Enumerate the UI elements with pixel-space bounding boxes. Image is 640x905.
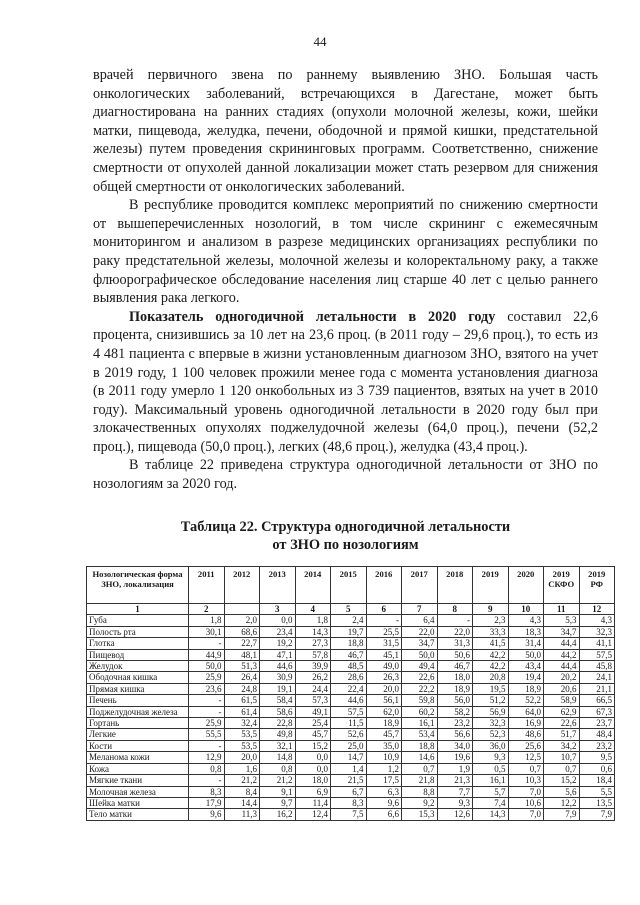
- table-row: [87, 626, 615, 637]
- column-header: 2017: [402, 567, 438, 604]
- value-cell: 14,4: [224, 797, 260, 808]
- value-cell: 9,1: [260, 786, 296, 797]
- value-cell: 1,8: [189, 615, 225, 626]
- value-cell: 23,2: [437, 718, 473, 729]
- value-cell: 41,5: [473, 638, 509, 649]
- value-cell: 1,9: [437, 763, 473, 774]
- value-cell: 67,3: [579, 706, 615, 717]
- value-cell: 45,7: [366, 729, 402, 740]
- value-cell: 56,9: [473, 706, 509, 717]
- localization-cell: Кожа: [87, 763, 189, 774]
- value-cell: 18,8: [331, 638, 367, 649]
- value-cell: 18,9: [437, 683, 473, 694]
- table-row: [87, 786, 615, 797]
- value-cell: 19,2: [260, 638, 296, 649]
- table-row: [87, 809, 615, 820]
- localization-cell: Полость рта: [87, 626, 189, 637]
- value-cell: 16,1: [473, 775, 509, 786]
- value-cell: 27,3: [295, 638, 331, 649]
- table-body: [87, 604, 615, 821]
- value-cell: 49,8: [260, 729, 296, 740]
- value-cell: 14,8: [260, 752, 296, 763]
- index-cell: 9: [473, 604, 509, 615]
- value-cell: 25,5: [366, 626, 402, 637]
- value-cell: 11,5: [331, 718, 367, 729]
- value-cell: 44,4: [544, 638, 580, 649]
- value-cell: 14,3: [473, 809, 509, 820]
- value-cell: 13,5: [579, 797, 615, 808]
- value-cell: 1,8: [295, 615, 331, 626]
- value-cell: 0,0: [295, 763, 331, 774]
- value-cell: 45,1: [366, 649, 402, 660]
- value-cell: 9,3: [437, 797, 473, 808]
- value-cell: 14,7: [331, 752, 367, 763]
- table-row: [87, 695, 615, 706]
- value-cell: 48,4: [579, 729, 615, 740]
- value-cell: 12,9: [189, 752, 225, 763]
- mortality-indicator-heading: Показатель одногодичной летальности в 2020 году: [129, 308, 496, 325]
- value-cell: -: [189, 695, 225, 706]
- localization-cell: Кости: [87, 740, 189, 751]
- value-cell: 66,5: [579, 695, 615, 706]
- index-cell: [224, 604, 260, 615]
- value-cell: 44,6: [331, 695, 367, 706]
- value-cell: 0,0: [260, 615, 296, 626]
- table-index-row: [87, 604, 615, 615]
- value-cell: 16,9: [508, 718, 544, 729]
- value-cell: 0,7: [544, 763, 580, 774]
- value-cell: 22,2: [402, 683, 438, 694]
- value-cell: 9,5: [579, 752, 615, 763]
- value-cell: 57,5: [579, 649, 615, 660]
- value-cell: 57,5: [331, 706, 367, 717]
- value-cell: 10,9: [366, 752, 402, 763]
- value-cell: 7,7: [437, 786, 473, 797]
- value-cell: 8,8: [402, 786, 438, 797]
- paragraph-3: [93, 308, 598, 457]
- value-cell: 4,3: [579, 615, 615, 626]
- value-cell: 6,7: [331, 786, 367, 797]
- table-row: [87, 775, 615, 786]
- index-cell: 1: [87, 604, 189, 615]
- value-cell: 59,8: [402, 695, 438, 706]
- value-cell: 16,2: [260, 809, 296, 820]
- table-row: [87, 638, 615, 649]
- value-cell: 23,4: [260, 626, 296, 637]
- value-cell: 2,4: [331, 615, 367, 626]
- value-cell: 1,2: [366, 763, 402, 774]
- value-cell: -: [189, 706, 225, 717]
- value-cell: 32,4: [224, 718, 260, 729]
- value-cell: 34,7: [544, 626, 580, 637]
- value-cell: 56,0: [437, 695, 473, 706]
- value-cell: 30,9: [260, 672, 296, 683]
- table-title-line-1: Таблица 22. Структура одногодичной летальности: [180, 519, 511, 535]
- value-cell: 58,9: [544, 695, 580, 706]
- value-cell: 23,2: [579, 740, 615, 751]
- value-cell: 2,0: [224, 615, 260, 626]
- value-cell: 19,5: [473, 683, 509, 694]
- index-cell: 3: [260, 604, 296, 615]
- value-cell: 26,3: [366, 672, 402, 683]
- localization-cell: Тело матки: [87, 809, 189, 820]
- value-cell: 58,2: [437, 706, 473, 717]
- value-cell: 26,2: [295, 672, 331, 683]
- value-cell: 47,1: [260, 649, 296, 660]
- value-cell: 6,3: [366, 786, 402, 797]
- paragraph-2: В республике проводится комплекс мероприятий по снижению смертности от вышеперечисленных нозологий, в том числе скрининг с ежемесячным мониторингом и анализом в разрезе медицинских организациях республики по раку предстательной железы, молочной железы и колоректальному раку, а также флюорографическое обследование населения лиц старше 40 лет с целью раннего выявления рака легкого.: [93, 197, 598, 307]
- value-cell: 20,8: [473, 672, 509, 683]
- value-cell: 5,7: [473, 786, 509, 797]
- value-cell: 12,6: [437, 809, 473, 820]
- value-cell: 18,8: [402, 740, 438, 751]
- value-cell: 12,5: [508, 752, 544, 763]
- index-cell: 8: [437, 604, 473, 615]
- localization-cell: Мягкие ткани: [87, 775, 189, 786]
- value-cell: 25,6: [508, 740, 544, 751]
- value-cell: 44,2: [544, 649, 580, 660]
- column-header: 2014: [295, 567, 331, 604]
- localization-cell: Губа: [87, 615, 189, 626]
- value-cell: 42,2: [473, 649, 509, 660]
- value-cell: 50,6: [437, 649, 473, 660]
- value-cell: 49,4: [402, 661, 438, 672]
- value-cell: 11,3: [224, 809, 260, 820]
- value-cell: -: [366, 615, 402, 626]
- value-cell: 50,0: [189, 661, 225, 672]
- value-cell: 22,7: [224, 638, 260, 649]
- value-cell: 42,2: [473, 661, 509, 672]
- value-cell: 10,7: [544, 752, 580, 763]
- value-cell: 11,4: [295, 797, 331, 808]
- value-cell: 50,0: [508, 649, 544, 660]
- value-cell: 20,2: [544, 672, 580, 683]
- value-cell: 12,2: [544, 797, 580, 808]
- value-cell: 25,9: [189, 672, 225, 683]
- value-cell: 21,8: [402, 775, 438, 786]
- value-cell: 51,7: [544, 729, 580, 740]
- value-cell: 60,2: [402, 706, 438, 717]
- table-row: [87, 615, 615, 626]
- value-cell: 14,3: [295, 626, 331, 637]
- value-cell: 22,0: [402, 626, 438, 637]
- value-cell: 18,9: [366, 718, 402, 729]
- value-cell: 31,4: [508, 638, 544, 649]
- value-cell: 10,3: [508, 775, 544, 786]
- value-cell: 25,4: [295, 718, 331, 729]
- index-cell: 10: [508, 604, 544, 615]
- value-cell: 9,3: [473, 752, 509, 763]
- value-cell: 21,1: [579, 683, 615, 694]
- value-cell: 22,8: [260, 718, 296, 729]
- value-cell: 45,8: [579, 661, 615, 672]
- value-cell: 5,5: [579, 786, 615, 797]
- value-cell: 32,3: [579, 626, 615, 637]
- table-row: [87, 740, 615, 751]
- value-cell: 0,7: [402, 763, 438, 774]
- localization-cell: Прямая кишка: [87, 683, 189, 694]
- value-cell: 20,0: [224, 752, 260, 763]
- value-cell: 32,1: [260, 740, 296, 751]
- table-row: [87, 706, 615, 717]
- localization-cell: Шейка матки: [87, 797, 189, 808]
- value-cell: 21,3: [437, 775, 473, 786]
- value-cell: 61,5: [224, 695, 260, 706]
- value-cell: 22,0: [437, 626, 473, 637]
- table-row: [87, 672, 615, 683]
- value-cell: -: [189, 775, 225, 786]
- value-cell: 52,3: [473, 729, 509, 740]
- value-cell: 25,0: [331, 740, 367, 751]
- column-header: 2015: [331, 567, 367, 604]
- value-cell: 4,3: [508, 615, 544, 626]
- value-cell: 10,6: [508, 797, 544, 808]
- index-cell: 12: [579, 604, 615, 615]
- value-cell: 21,5: [331, 775, 367, 786]
- value-cell: 39,9: [295, 661, 331, 672]
- table-row: [87, 649, 615, 660]
- value-cell: 57,8: [295, 649, 331, 660]
- index-cell: 7: [402, 604, 438, 615]
- value-cell: 50,0: [402, 649, 438, 660]
- value-cell: 31,3: [437, 638, 473, 649]
- value-cell: 6,6: [366, 809, 402, 820]
- value-cell: 68,6: [224, 626, 260, 637]
- value-cell: 51,3: [224, 661, 260, 672]
- localization-cell: Ободочная кишка: [87, 672, 189, 683]
- value-cell: 44,6: [260, 661, 296, 672]
- value-cell: 19,1: [260, 683, 296, 694]
- value-cell: 0,5: [473, 763, 509, 774]
- value-cell: 0,6: [579, 763, 615, 774]
- localization-cell: Желудок: [87, 661, 189, 672]
- value-cell: 20,6: [544, 683, 580, 694]
- value-cell: 34,7: [402, 638, 438, 649]
- index-cell: 5: [331, 604, 367, 615]
- value-cell: 26,4: [224, 672, 260, 683]
- column-header-localization: Нозологическая форма ЗНО, локализация: [87, 567, 189, 604]
- index-cell: 6: [366, 604, 402, 615]
- value-cell: 14,6: [402, 752, 438, 763]
- table-row: [87, 752, 615, 763]
- value-cell: -: [189, 740, 225, 751]
- value-cell: 44,4: [544, 661, 580, 672]
- value-cell: 44,9: [189, 649, 225, 660]
- value-cell: 22,4: [331, 683, 367, 694]
- value-cell: 7,0: [508, 809, 544, 820]
- value-cell: 0,0: [295, 752, 331, 763]
- value-cell: 1,6: [224, 763, 260, 774]
- value-cell: 56,6: [437, 729, 473, 740]
- value-cell: 32,3: [473, 718, 509, 729]
- value-cell: 31,5: [366, 638, 402, 649]
- value-cell: 0,8: [189, 763, 225, 774]
- value-cell: 2,3: [473, 615, 509, 626]
- value-cell: 17,9: [189, 797, 225, 808]
- value-cell: 1,4: [331, 763, 367, 774]
- value-cell: 36,0: [473, 740, 509, 751]
- value-cell: 15,3: [402, 809, 438, 820]
- table-title: [93, 518, 598, 554]
- value-cell: 62,9: [544, 706, 580, 717]
- value-cell: 15,2: [295, 740, 331, 751]
- table-row: [87, 763, 615, 774]
- table-row: [87, 729, 615, 740]
- value-cell: 5,3: [544, 615, 580, 626]
- value-cell: 7,4: [473, 797, 509, 808]
- value-cell: 53,5: [224, 740, 260, 751]
- localization-cell: Печень: [87, 695, 189, 706]
- value-cell: 19,4: [508, 672, 544, 683]
- value-cell: 28,6: [331, 672, 367, 683]
- value-cell: 9,6: [189, 809, 225, 820]
- value-cell: 25,9: [189, 718, 225, 729]
- value-cell: 49,1: [295, 706, 331, 717]
- column-header: 2013: [260, 567, 296, 604]
- value-cell: 61,4: [224, 706, 260, 717]
- value-cell: 9,7: [260, 797, 296, 808]
- localization-cell: Поджелудочная железа: [87, 706, 189, 717]
- value-cell: 48,6: [508, 729, 544, 740]
- body-text: [93, 66, 598, 494]
- value-cell: 33,3: [473, 626, 509, 637]
- value-cell: 18,9: [508, 683, 544, 694]
- value-cell: 19,6: [437, 752, 473, 763]
- value-cell: 41,1: [579, 638, 615, 649]
- value-cell: 21,2: [260, 775, 296, 786]
- value-cell: 55,5: [189, 729, 225, 740]
- paragraph-1: врачей первичного звена по раннему выявлению ЗНО. Большая часть онкологических заболеваний, встречающихся в Дагестане, может быть диагностирована на ранних стадиях (опухоли молочной железы, кожи, шейки матки, пищевода, желудка, печени, ободочной и прямой кишки, предстательной железы) путем проведения скрининговых программ. Соответственно, снижение смертности от опухолей данной локализации может стать резервом для снижения общей смертности от онкологических заболеваний.: [93, 67, 598, 195]
- column-header: 2019 СКФО: [544, 567, 580, 604]
- localization-cell: Молочная железа: [87, 786, 189, 797]
- paragraph-4: В таблице 22 приведена структура одногодичной летальности от ЗНО по нозологиям за 2020 год.: [93, 457, 598, 493]
- value-cell: 19,7: [331, 626, 367, 637]
- table-row: [87, 661, 615, 672]
- value-cell: 24,8: [224, 683, 260, 694]
- localization-cell: Гортань: [87, 718, 189, 729]
- value-cell: 8,3: [189, 786, 225, 797]
- value-cell: 8,3: [331, 797, 367, 808]
- value-cell: 18,4: [579, 775, 615, 786]
- value-cell: 48,1: [224, 649, 260, 660]
- value-cell: 21,2: [224, 775, 260, 786]
- value-cell: 9,6: [366, 797, 402, 808]
- value-cell: 52,2: [508, 695, 544, 706]
- value-cell: 8,4: [224, 786, 260, 797]
- value-cell: 53,4: [402, 729, 438, 740]
- value-cell: 46,7: [331, 649, 367, 660]
- value-cell: 18,3: [508, 626, 544, 637]
- value-cell: 45,7: [295, 729, 331, 740]
- value-cell: 12,4: [295, 809, 331, 820]
- localization-cell: Глотка: [87, 638, 189, 649]
- value-cell: 18,0: [437, 672, 473, 683]
- value-cell: 7,5: [331, 809, 367, 820]
- value-cell: 6,4: [402, 615, 438, 626]
- table-title-line-2: от ЗНО по нозологиям: [272, 537, 419, 553]
- value-cell: 58,6: [260, 706, 296, 717]
- column-header: 2020: [508, 567, 544, 604]
- index-cell: 2: [189, 604, 225, 615]
- value-cell: 52,6: [331, 729, 367, 740]
- value-cell: 6,9: [295, 786, 331, 797]
- table-row: [87, 683, 615, 694]
- column-header: 2019 РФ: [579, 567, 615, 604]
- value-cell: 17,5: [366, 775, 402, 786]
- column-header: 2019: [473, 567, 509, 604]
- mortality-table: [86, 566, 615, 821]
- value-cell: 30,1: [189, 626, 225, 637]
- value-cell: 24,4: [295, 683, 331, 694]
- value-cell: 48,5: [331, 661, 367, 672]
- value-cell: 56,1: [366, 695, 402, 706]
- index-cell: 4: [295, 604, 331, 615]
- value-cell: 51,2: [473, 695, 509, 706]
- value-cell: 34,0: [437, 740, 473, 751]
- column-header: 2012: [224, 567, 260, 604]
- value-cell: 15,2: [544, 775, 580, 786]
- value-cell: 7,9: [544, 809, 580, 820]
- value-cell: 23,6: [189, 683, 225, 694]
- column-header: 2011: [189, 567, 225, 604]
- value-cell: 62,0: [366, 706, 402, 717]
- value-cell: 49,0: [366, 661, 402, 672]
- value-cell: -: [437, 615, 473, 626]
- column-header: 2016: [366, 567, 402, 604]
- value-cell: 18,0: [295, 775, 331, 786]
- value-cell: 46,7: [437, 661, 473, 672]
- value-cell: 9,2: [402, 797, 438, 808]
- index-cell: 11: [544, 604, 580, 615]
- localization-cell: Меланома кожи: [87, 752, 189, 763]
- value-cell: 53,5: [224, 729, 260, 740]
- value-cell: 35,0: [366, 740, 402, 751]
- value-cell: 16,1: [402, 718, 438, 729]
- value-cell: 24,1: [579, 672, 615, 683]
- table-row: [87, 718, 615, 729]
- value-cell: 0,8: [260, 763, 296, 774]
- value-cell: 43,4: [508, 661, 544, 672]
- value-cell: 7,9: [579, 809, 615, 820]
- value-cell: 7,0: [508, 786, 544, 797]
- value-cell: 0,7: [508, 763, 544, 774]
- value-cell: 58,4: [260, 695, 296, 706]
- localization-cell: Легкие: [87, 729, 189, 740]
- page-number: 44: [313, 34, 327, 49]
- table-header-row: [87, 567, 615, 604]
- localization-cell: Пищевод: [87, 649, 189, 660]
- paragraph-3-text: составил 22,6 процента, снизившись за 10 лет на 23,6 проц. (в 2011 году – 29,6 проц.), то есть из 4 481 пациента с впервые в жизни установленным диагнозом ЗНО, взятого на учет в 2019 году, 1 100 человек прожили менее года с момента установления диагноза (в 2011 году умерло 1 120 онкобольных из 3 739 пациентов, взятых на учет в 2010 году). Максимальный уровень одногодичной летальности в 2020 году был при злокачественных опухолях поджелудочной железы (64,0 проц.), печени (52,2 проц.), пищевода (50,0 проц.), легких (48,6 проц.), желудка (43,4 проц.).: [93, 308, 598, 455]
- value-cell: 34,2: [544, 740, 580, 751]
- value-cell: 22,6: [544, 718, 580, 729]
- value-cell: 57,3: [295, 695, 331, 706]
- value-cell: 5,6: [544, 786, 580, 797]
- column-header: 2018: [437, 567, 473, 604]
- value-cell: 22,6: [402, 672, 438, 683]
- value-cell: 23,7: [579, 718, 615, 729]
- table-row: [87, 797, 615, 808]
- value-cell: 20,0: [366, 683, 402, 694]
- value-cell: 64,0: [508, 706, 544, 717]
- value-cell: -: [189, 638, 225, 649]
